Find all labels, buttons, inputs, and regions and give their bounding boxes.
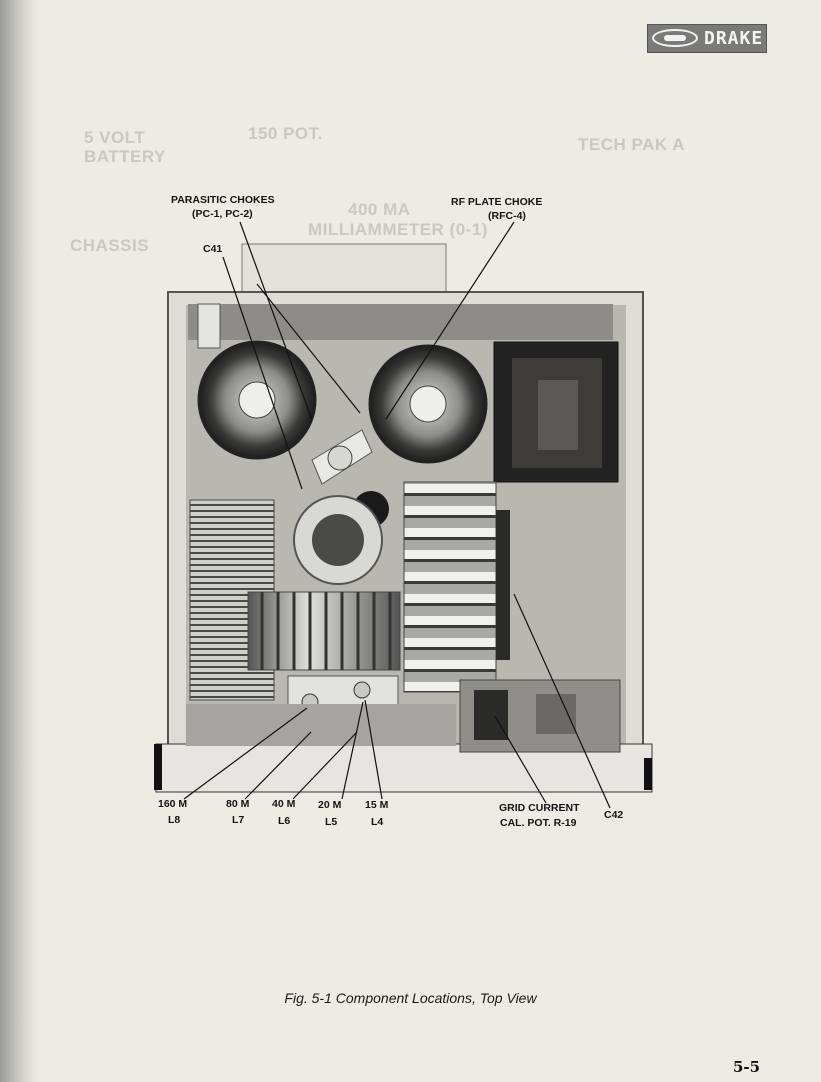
label-grid-current: GRID CURRENT [499, 802, 580, 814]
top-box [242, 244, 446, 298]
label-band-20m: 20 M [318, 799, 342, 811]
top-rail [188, 304, 613, 340]
label-c42: C42 [604, 809, 624, 821]
label-c41: C41 [203, 243, 223, 255]
label-band-160m: 160 M [158, 798, 188, 810]
ghost-text: 5 VOLT [84, 128, 146, 147]
label-band-40m: 40 M [272, 798, 296, 810]
ghost-text: 400 MA [348, 200, 411, 219]
vertical-coil [404, 482, 496, 692]
label-parasitic-chokes-ref: (PC-1, PC-2) [192, 208, 253, 220]
figure-caption: Fig. 5-1 Component Locations, Top View [284, 990, 537, 1006]
label-coil-l4: L4 [371, 816, 384, 828]
logo-text: DRAKE [704, 28, 764, 49]
label-parasitic-chokes: PARASITIC CHOKES [171, 194, 275, 206]
ghost-text: 150 POT. [248, 124, 323, 143]
ghost-text: TECH PAK A [578, 135, 685, 154]
label-rf-plate-choke-ref: (RFC-4) [488, 210, 526, 222]
label-band-80m: 80 M [226, 798, 250, 810]
tank-coil [248, 592, 400, 670]
label-band-15m: 15 M [365, 799, 389, 811]
label-coil-l8: L8 [168, 814, 181, 826]
label-coil-l6: L6 [278, 815, 291, 827]
label-coil-l7: L7 [232, 814, 245, 826]
page-number: 5-5 [733, 1058, 761, 1076]
label-cal-pot: CAL. POT. R-19 [500, 817, 577, 829]
ghost-text: CHASSIS [70, 236, 150, 255]
label-rf-plate-choke: RF PLATE CHOKE [451, 196, 543, 208]
label-coil-l5: L5 [325, 816, 338, 828]
ghost-text: MILLIAMMETER (0-1) [308, 220, 488, 239]
ghost-text: BATTERY [84, 147, 166, 166]
